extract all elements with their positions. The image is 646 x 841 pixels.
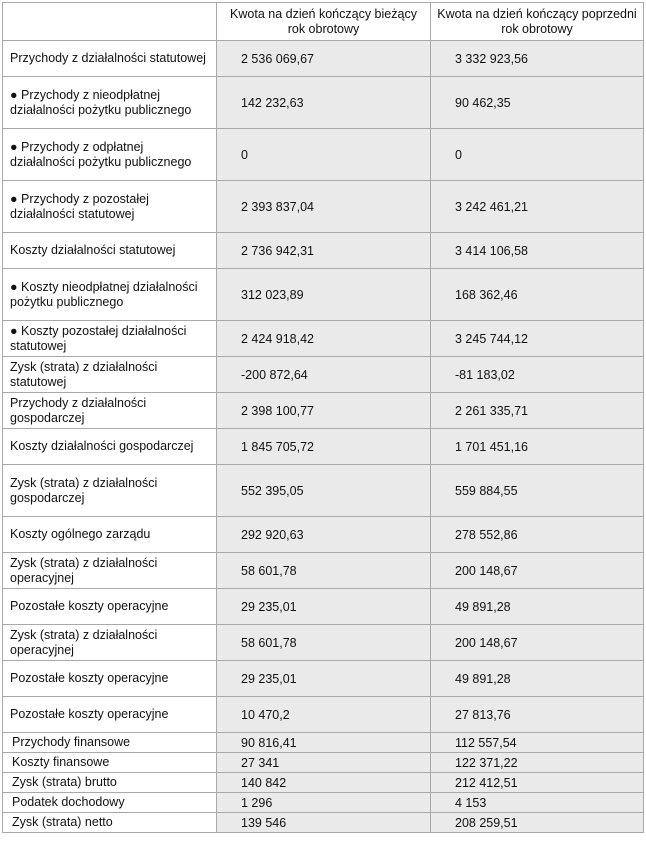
header-row: [3, 3, 644, 41]
row-label: Zysk (strata) netto: [3, 813, 217, 833]
current-year-value: 2 393 837,04: [217, 181, 431, 233]
previous-year-value: 3 332 923,56: [431, 41, 644, 77]
current-year-value: 312 023,89: [217, 269, 431, 321]
previous-year-value: 3 414 106,58: [431, 233, 644, 269]
current-year-value: 10 470,2: [217, 697, 431, 733]
row-label: Zysk (strata) z działalności gospodarczej: [3, 465, 217, 517]
row-label: Przychody z działalności gospodarczej: [3, 393, 217, 429]
current-year-value: -200 872,64: [217, 357, 431, 393]
previous-year-value: 212 412,51: [431, 773, 644, 793]
previous-year-value: 3 245 744,12: [431, 321, 644, 357]
financial-statement-sheet: [2, 2, 643, 833]
current-year-value: 1 296: [217, 793, 431, 813]
previous-year-value: 112 557,54: [431, 733, 644, 753]
table-row: [3, 233, 644, 269]
table-row: [3, 129, 644, 181]
previous-year-value: 90 462,35: [431, 77, 644, 129]
row-label: Zysk (strata) z działalności statutowej: [3, 357, 217, 393]
current-year-value: 2 424 918,42: [217, 321, 431, 357]
table-row: [3, 181, 644, 233]
current-year-value: 292 920,63: [217, 517, 431, 553]
table-row: [3, 465, 644, 517]
table-row: [3, 357, 644, 393]
current-year-value: 552 395,05: [217, 465, 431, 517]
row-label: ● Przychody z odpłatnej działalności pożytku publicznego: [3, 129, 217, 181]
current-year-value: 90 816,41: [217, 733, 431, 753]
table-row: [3, 41, 644, 77]
row-label: Przychody z działalności statutowej: [3, 41, 217, 77]
current-year-value: 27 341: [217, 753, 431, 773]
row-label: Pozostałe koszty operacyjne: [3, 697, 217, 733]
table-row: [3, 773, 644, 793]
table-row: [3, 753, 644, 773]
current-year-value: 142 232,63: [217, 77, 431, 129]
table-row: [3, 697, 644, 733]
previous-year-value: 122 371,22: [431, 753, 644, 773]
previous-year-value: 168 362,46: [431, 269, 644, 321]
table-row: [3, 733, 644, 753]
previous-year-value: 559 884,55: [431, 465, 644, 517]
table-row: [3, 393, 644, 429]
table-row: [3, 321, 644, 357]
previous-year-value: 1 701 451,16: [431, 429, 644, 465]
table-row: [3, 269, 644, 321]
previous-year-value: 278 552,86: [431, 517, 644, 553]
current-year-value: 139 546: [217, 813, 431, 833]
current-year-value: 140 842: [217, 773, 431, 793]
previous-year-value: 208 259,51: [431, 813, 644, 833]
row-label: Koszty działalności statutowej: [3, 233, 217, 269]
previous-year-value: 49 891,28: [431, 589, 644, 625]
previous-year-value: 49 891,28: [431, 661, 644, 697]
row-label: ● Przychody z pozostałej działalności statutowej: [3, 181, 217, 233]
row-label: Przychody finansowe: [3, 733, 217, 753]
table-row: [3, 589, 644, 625]
table-row: [3, 813, 644, 833]
current-year-value: 29 235,01: [217, 589, 431, 625]
financial-table: [2, 2, 644, 833]
current-year-value: 29 235,01: [217, 661, 431, 697]
current-year-value: 2 398 100,77: [217, 393, 431, 429]
current-year-value: 0: [217, 129, 431, 181]
row-label: ● Przychody z nieodpłatnej działalności pożytku publicznego: [3, 77, 217, 129]
previous-year-value: 0: [431, 129, 644, 181]
table-row: [3, 625, 644, 661]
previous-year-value: 200 148,67: [431, 625, 644, 661]
header-corner-cell: [3, 3, 217, 41]
table-row: [3, 661, 644, 697]
table-row: [3, 77, 644, 129]
row-label: Pozostałe koszty operacyjne: [3, 661, 217, 697]
current-year-value: 58 601,78: [217, 625, 431, 661]
previous-year-value: 2 261 335,71: [431, 393, 644, 429]
previous-year-value: 3 242 461,21: [431, 181, 644, 233]
header-current-year: Kwota na dzień kończący bieżący rok obrotowy: [217, 3, 431, 41]
row-label: Zysk (strata) z działalności operacyjnej: [3, 553, 217, 589]
previous-year-value: 200 148,67: [431, 553, 644, 589]
row-label: ● Koszty nieodpłatnej działalności pożytku publicznego: [3, 269, 217, 321]
table-row: [3, 793, 644, 813]
row-label: Koszty działalności gospodarczej: [3, 429, 217, 465]
previous-year-value: 4 153: [431, 793, 644, 813]
row-label: Zysk (strata) z działalności operacyjnej: [3, 625, 217, 661]
header-previous-year: Kwota na dzień kończący poprzedni rok obrotowy: [431, 3, 644, 41]
row-label: ● Koszty pozostałej działalności statutowej: [3, 321, 217, 357]
row-label: Koszty ogólnego zarządu: [3, 517, 217, 553]
current-year-value: 2 736 942,31: [217, 233, 431, 269]
table-row: [3, 429, 644, 465]
current-year-value: 2 536 069,67: [217, 41, 431, 77]
row-label: Pozostałe koszty operacyjne: [3, 589, 217, 625]
row-label: Koszty finansowe: [3, 753, 217, 773]
row-label: Zysk (strata) brutto: [3, 773, 217, 793]
table-row: [3, 553, 644, 589]
previous-year-value: -81 183,02: [431, 357, 644, 393]
previous-year-value: 27 813,76: [431, 697, 644, 733]
row-label: Podatek dochodowy: [3, 793, 217, 813]
current-year-value: 1 845 705,72: [217, 429, 431, 465]
table-row: [3, 517, 644, 553]
current-year-value: 58 601,78: [217, 553, 431, 589]
